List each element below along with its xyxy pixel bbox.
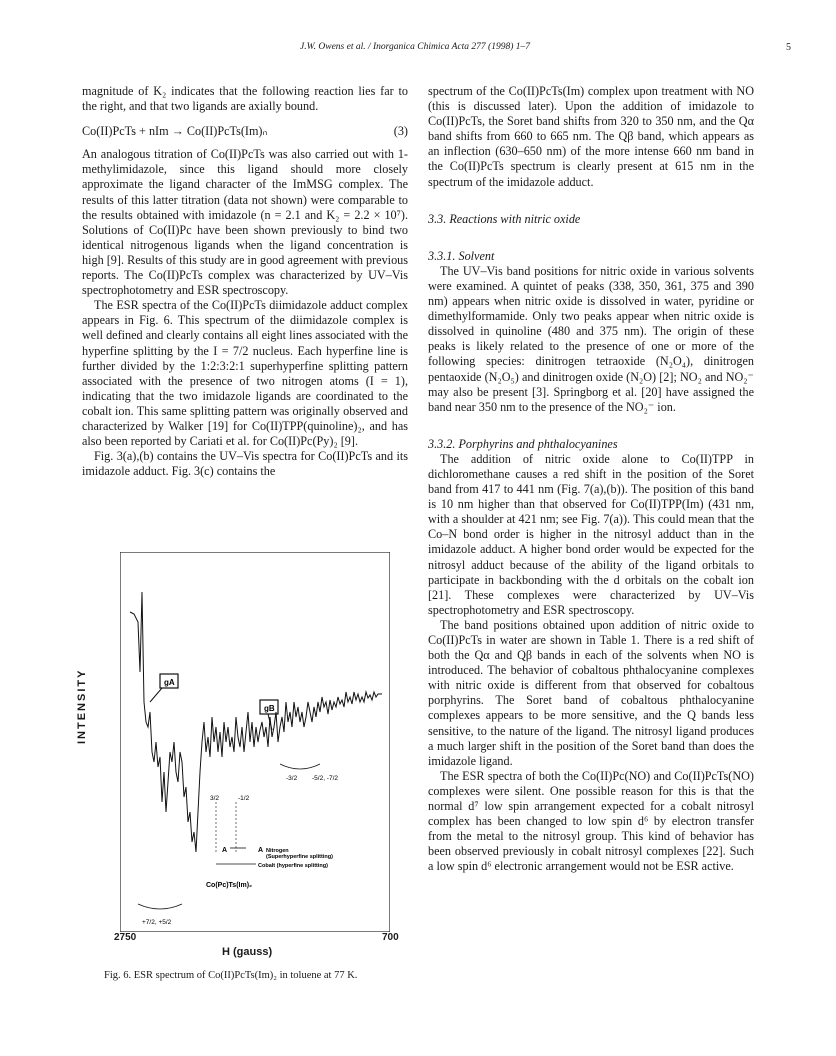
y-axis-label: INTENSITY: [76, 668, 88, 744]
figure-caption: Fig. 6. ESR spectrum of Co(II)PcTs(Im)₂ in toluene at 77 K.: [104, 970, 358, 981]
paragraph: The ESR spectra of the Co(II)PcTs diimidazole adduct complex appears in Fig. 6. This spectrum of the diimidazole complex is well defined and clearly contains all eight lines associated with the hyperfine splitting by the I = 7/2 nucleus. Each hyperfine line is further divided by the 1:2:3:2:1 superhyperfine splitting pattern associated with the presence of two nitrogen atoms (I = 1), indicating that the two imidazole ligands are coordinated to the cobalt ion. This same splitting pattern was originally observed and characterized by Walker [19] for Co(II)TPP(quinoline)₂, and has also been reported by Cariati et al. for Co(II)Pc(Py)₂ [9].: [82, 298, 408, 449]
x-axis-left-value: 2750: [114, 932, 137, 943]
ga-arrow: [150, 688, 162, 702]
hyperfine-bracket: [280, 764, 320, 769]
paragraph: The band positions obtained upon addition of nitric oxide to Co(II)PcTs in water are shown in Table 1. There is a red shift of both the Qα and Qβ bands in each of the solvents when NO is introduced. The behavior of cobaltous phthalocyanine complexes with nitric oxide is different from that observed for cobaltous porphyrins. The Soret band of cobaltous phthalocyanine complexes appears to be more sensitive, and the Q bands less sensitive, to the nature of the ligand. The nitrosyl ligand produces a much larger shift in the position of the Soret band than does the imidazole ligand.: [428, 617, 754, 768]
subsection-heading: 3.3.2. Porphyrins and phthalocyanines: [428, 436, 618, 451]
cobalt-label: Cobalt (hyperfine splitting): [258, 863, 328, 869]
subsection-heading: 3.3.1. Solvent: [428, 248, 495, 263]
equation: Co(II)PcTs + nIm → Co(II)PcTs(Im)ₙ: [82, 124, 268, 139]
complex-label: Co(Pc)Ts(Im)₂: [206, 882, 253, 889]
x-axis-right-value: 700: [382, 932, 399, 943]
ann-3-2: 3/2: [210, 795, 220, 802]
esr-spectrum-svg: [120, 552, 390, 932]
page-number: 5: [786, 42, 791, 53]
paragraph: The ESR spectra of both the Co(II)Pc(NO) and Co(II)PcTs(NO) complexes were silent. One possible reason for this is that the normal d⁷ low spin arrangement expected for a cobalt nitrosyl complex has been changed to low spin d⁶ by electron transfer from the metal to the nitrosyl group. This kind of behavior has been observed previously in cobalt nitrosyl complexes [22]. Such a low spin d⁶ electronic arrangement would not be ESR active.: [428, 768, 754, 874]
ann-A1: A: [222, 847, 228, 854]
ga-label: gA: [164, 678, 175, 687]
right-column: [428, 84, 754, 875]
esr-spectrum-trace: [130, 592, 382, 852]
paragraph: An analogous titration of Co(II)PcTs was also carried out with 1-methylimidazole, since this ligand should more closely approximate the ligand character of the ImMSG complex. The results of this latter titration (data not shown) were comparable to the results obtained with imidazole (n = 2.1 and K₂ = 2.2 × 10⁷). Solutions of Co(II)Pc have been shown previously to bind two identical nitrogenous ligands when the ligand concentration is high [9]. Results of this study are in good agreement with previous reports. The Co(II)PcTs complex was characterized by UV–Vis spectrophotometry and ESR spectroscopy.: [82, 147, 408, 298]
paragraph: The UV–Vis band positions for nitric oxide in various solvents were examined. A quintet of peaks (338, 350, 361, 375 and 390 nm) appears when nitric oxide is dissolved in water, pyridine or dimethylformamide. Only two peaks appear when nitric oxide is dissolved in quinoline (480 and 375 nm). The origin of these peaks is likely related to the presence of one or more of the following species: dinitrogen tetraoxide (N₂O₄), dinitrogen pentaoxide (N₂O₅) and dinitrogen oxide (N₂O) [2]; NO₂ and NO₂⁻ may also be present [3]. Springborg et al. [20] have assigned the band near 350 nm to the presence of the NO₂⁻ ion.: [428, 263, 754, 414]
superhyperfine-label: (Superhyperfine splitting): [266, 854, 333, 860]
gb-label: gB: [264, 704, 275, 713]
paragraph: The addition of nitric oxide alone to Co(II)TPP in dichloromethane causes a red shift in the position of the Soret band from 417 to 441 nm (Fig. 7(a),(b)). The position of this band is 10 nm higher than that observed for Co(II)TPP(Im) (431 nm, with a shoulder at 421 nm; see Fig. 7(a)). This could mean that the Co–N bond order is higher in the nitrosyl adduct than in the imidazole adduct. A higher bond order would be expected for the nitrosyl adduct because of the ability of the ligand orbitals to participate in backbonding with the d orbitals on the cobalt ion [21]. These complexes were characterized by UV–Vis spectrophotometry and ESR spectroscopy.: [428, 451, 754, 617]
paragraph: spectrum of the Co(II)PcTs(Im) complex upon treatment with NO (this is discussed later). Upon the addition of imidazole to Co(II)PcTs, the Soret band shifts from 320 to 350 nm, and the Qα band shifts from 660 to 665 nm. The Qβ band, which appears as an inflection (630–650 nm) of the more intense 660 nm band in the Co(II)PcTs spectrum is clearly present at 615 nm in the spectrum of the imidazole adduct.: [428, 84, 754, 189]
equation-number: (3): [393, 124, 408, 139]
section-heading: 3.3. Reactions with nitric oxide: [428, 211, 581, 226]
ann-minus-1-2: -1/2: [238, 795, 250, 802]
running-header: [0, 42, 836, 58]
nitrogen-label: Nitrogen: [266, 848, 289, 854]
equation-3: [82, 124, 408, 139]
ann-A2: A: [258, 847, 264, 854]
ann-plus-7-2-5-2: +7/2, +5/2: [142, 919, 172, 926]
figure-6: [76, 544, 408, 1044]
left-column: [82, 84, 408, 479]
journal-citation: J.W. Owens et al. / Inorganica Chimica Acta 277 (1998) 1–7: [300, 42, 530, 52]
x-axis-label: H (gauss): [222, 946, 273, 958]
gb-arrow: [268, 714, 272, 730]
esr-plot: [120, 552, 390, 972]
bracket-plus: [138, 904, 182, 909]
paragraph: magnitude of K₂ indicates that the following reaction lies far to the right, and that two ligands are axially bound.: [82, 84, 408, 114]
ann-minus-5-2-7-2: -5/2, -7/2: [312, 775, 339, 782]
ann-minus-3-2: -3/2: [286, 775, 298, 782]
paragraph: Fig. 3(a),(b) contains the UV–Vis spectra for Co(II)PcTs and its imidazole adduct. Fig. 3(c) contains the: [82, 449, 408, 479]
